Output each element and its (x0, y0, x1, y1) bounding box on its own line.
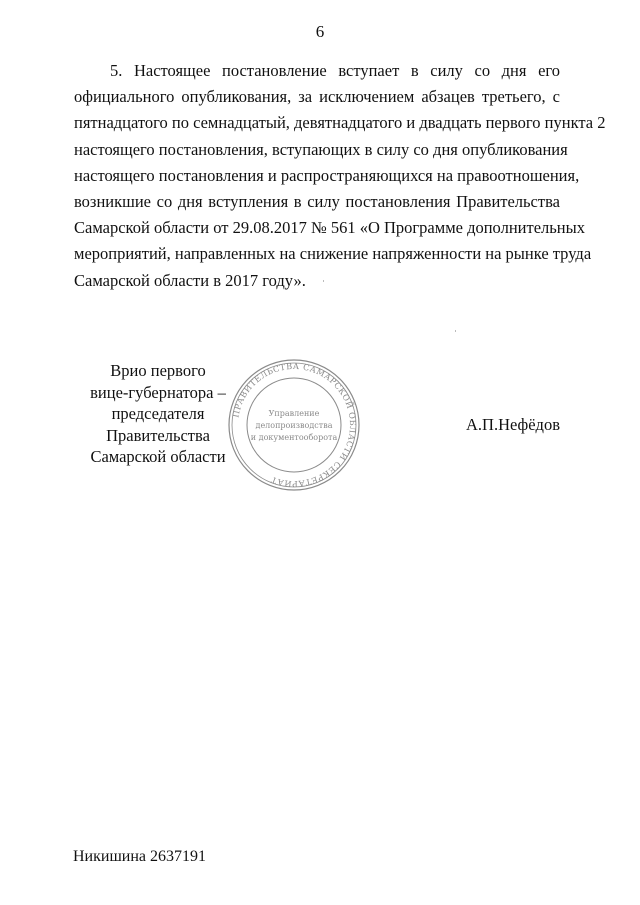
paragraph-line: пятнадцатого по семнадцатый, девятнадцатого и двадцать первого пункта 2 (74, 113, 606, 133)
stamp-ring-text: ПРАВИТЕЛЬСТВА САМАРСКОЙ ОБЛАСТИ СЕКРЕТАРИАТ (230, 360, 359, 490)
paragraph-line: мероприятий, направленных на снижение напряженности на рынке труда (74, 244, 592, 264)
stamp-center-line: и документооборота (250, 433, 338, 442)
paragraph-line: настоящего постановления и распространяющихся на правоотношения, (74, 165, 580, 185)
executor-note: Никишина 2637191 (73, 848, 206, 865)
signatory-line: председателя Правительства (106, 404, 210, 445)
stamp-center-line: делопроизводства (255, 421, 333, 430)
paragraph-line: возникшие со дня вступления в силу постановления Правительства (74, 192, 560, 212)
scan-speck (455, 330, 456, 332)
paragraph-line: Самарской области от 29.08.2017 № 561 «О Программе дополнительных (74, 218, 585, 238)
stamp-center-line: Управление (268, 409, 320, 418)
signatory-line: вице-губернатора – (90, 382, 226, 402)
paragraph-line: настоящего постановления, вступающих в силу со дня опубликования (74, 139, 568, 159)
paragraph-line: 5. Настоящее постановление вступает в силу со дня его (110, 61, 560, 80)
paragraph-item-5 (74, 58, 606, 294)
signatory-line: Самарской области (90, 447, 226, 466)
signer-name: А.П.Нефёдов (466, 415, 560, 434)
official-stamp (227, 358, 361, 492)
scan-speck (323, 280, 324, 282)
page-number: 6 (315, 22, 325, 41)
paragraph-line: официального опубликования, за исключением абзацев третьего, с (74, 87, 560, 107)
paragraph-line: Самарской области в 2017 году». (74, 270, 306, 290)
signatory-line: Врио первого (110, 361, 206, 380)
